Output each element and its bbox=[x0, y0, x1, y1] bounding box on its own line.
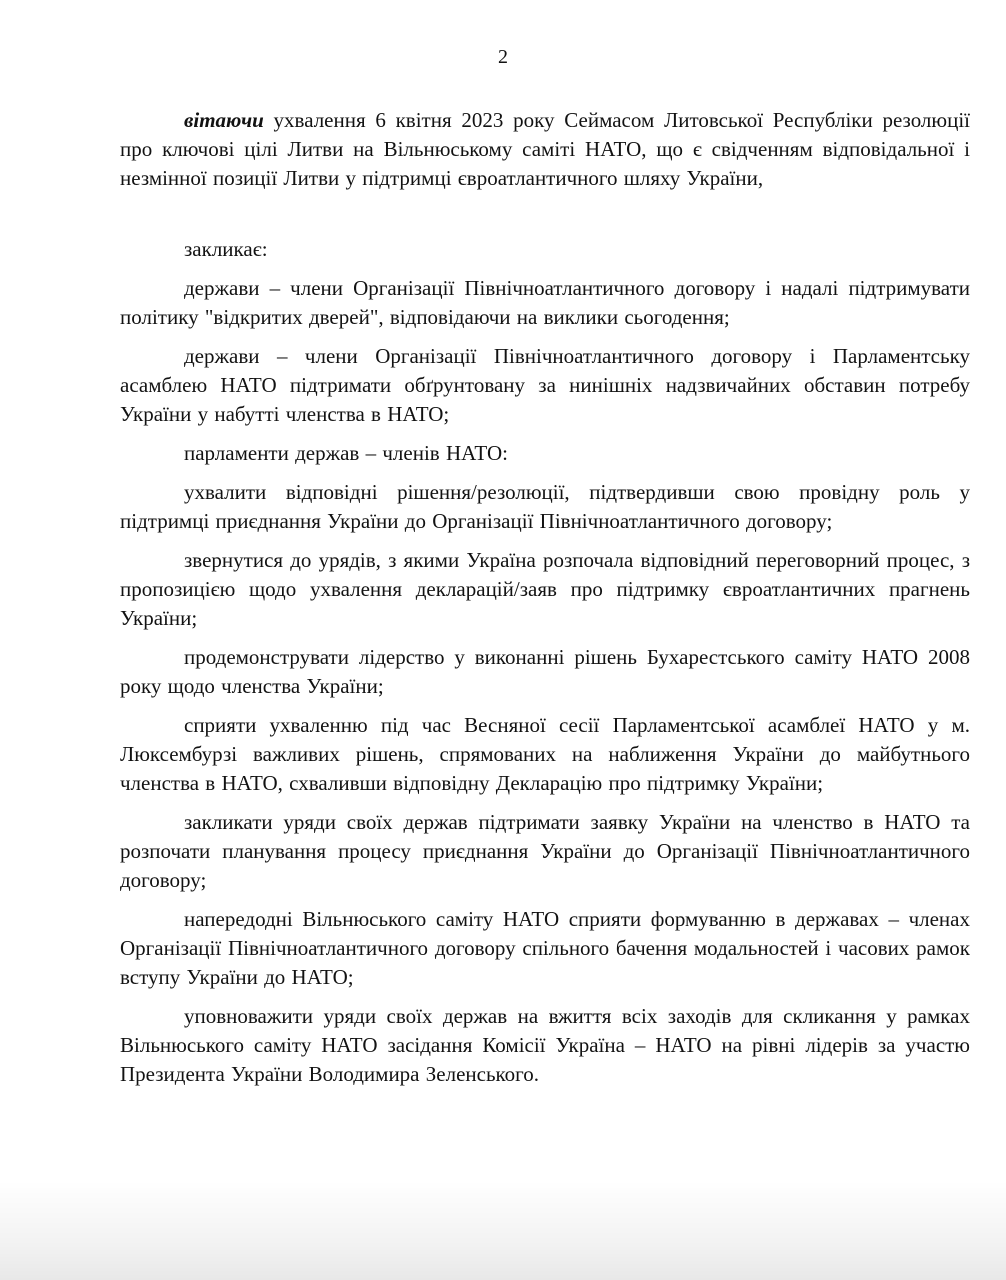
paragraph-greeting bbox=[120, 106, 970, 193]
paragraph-spring-session: сприяти ухваленню під час Весняної сесії Парламентської асамблеї НАТО у м. Люксембурзі важливих рішень, спрямованих на наближення України до майбутнього членства в НАТО, схваливши відповідну Декларацію про підтримку України; bbox=[120, 713, 970, 795]
paragraph-bucharest-summit: продемонструвати лідерство у виконанні рішень Бухарестського саміту НАТО 2008 року щодо членства України; bbox=[120, 645, 970, 698]
paragraph-support-application: закликати уряди своїх держав підтримати заявку України на членство в НАТО та розпочати планування процесу приєднання України до Організації Північноатлантичного договору; bbox=[120, 810, 970, 892]
bottom-edge-shadow bbox=[0, 1180, 1006, 1280]
paragraph-appeal-governments: звернутися до урядів, з якими Україна розпочала відповідний переговорний процес, з пропозицією щодо ухвалення декларацій/заяв про підтримку євроатлантичних прагнень України; bbox=[120, 548, 970, 630]
paragraph-membership-need: держави – члени Організації Північноатлантичного договору і Парламентську асамблею НАТО підтримати обґрунтовану за нинішніх надзвичайних обставин потребу України у набутті членства в НАТО; bbox=[120, 344, 970, 426]
paragraph-adopt-resolutions: ухвалити відповідні рішення/резолюції, підтвердивши свою провідну роль у підтримці приєднання України до Організації Північноатлантичного договору; bbox=[120, 480, 970, 533]
paragraph-text: ухвалення 6 квітня 2023 року Сеймасом Литовської Республіки резолюції про ключові цілі Литви на Вільнюському саміті НАТО, що є свідченням відповідальної і незмінної позиції Литви у підтримці євроатлантичного шляху України, bbox=[120, 108, 970, 190]
paragraph-authorize-governments: уповноважити уряди своїх держав на вжиття всіх заходів для скликання у рамках Вільнюського саміту НАТО засідання Комісії Україна – НАТО на рівні лідерів за участю Президента України Володимира Зеленського. bbox=[120, 1004, 970, 1086]
paragraph-parliaments-heading: парламенти держав – членів НАТО: bbox=[184, 441, 508, 465]
paragraph-lead-word: вітаючи bbox=[184, 108, 264, 132]
document-body bbox=[120, 106, 970, 1089]
paragraph-open-door-policy: держави – члени Організації Північноатлантичного договору і надалі підтримувати політику "відкритих дверей", відповідаючи на виклики сьогодення; bbox=[120, 276, 970, 329]
paragraph-calls-heading: закликає: bbox=[184, 237, 268, 261]
paragraph-vilnius-vision: напередодні Вільнюського саміту НАТО сприяти формуванню в державах – членах Організації Північноатлантичного договору спільного бачення модальностей і часових рамок вступу України до НАТО; bbox=[120, 907, 970, 989]
page-number: 2 bbox=[498, 46, 508, 68]
